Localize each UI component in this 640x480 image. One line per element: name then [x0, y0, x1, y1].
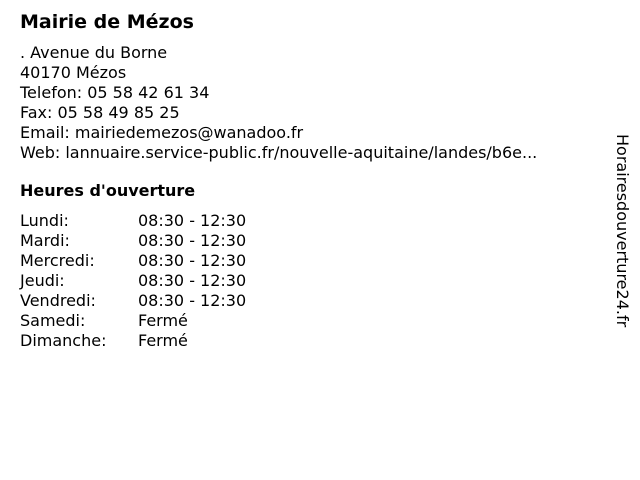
day-label: Mardi: — [20, 231, 70, 250]
email-line[interactable]: Email: mairiedemezos@wanadoo.fr — [20, 123, 304, 142]
day-label: Jeudi: — [20, 271, 65, 290]
hours-row-thursday — [20, 271, 600, 291]
day-label: Samedi: — [20, 311, 86, 330]
phone-line[interactable]: Telefon: 05 58 42 61 34 — [20, 83, 210, 102]
hours-table — [20, 211, 600, 351]
hours-row-monday — [20, 211, 600, 231]
hours-row-sunday — [20, 331, 600, 351]
time-value: Fermé — [138, 311, 188, 330]
address-city: 40170 Mézos — [20, 63, 127, 82]
time-value: 08:30 - 12:30 — [138, 231, 247, 250]
time-value: 08:30 - 12:30 — [138, 251, 247, 270]
day-label: Vendredi: — [20, 291, 96, 310]
hours-row-friday — [20, 291, 600, 311]
hours-row-wednesday — [20, 251, 600, 271]
address-street: . Avenue du Borne — [20, 43, 168, 62]
time-value: Fermé — [138, 331, 188, 350]
time-value: 08:30 - 12:30 — [138, 271, 247, 290]
day-label: Lundi: — [20, 211, 69, 230]
day-label: Dimanche: — [20, 331, 107, 350]
hours-row-saturday — [20, 311, 600, 331]
time-value: 08:30 - 12:30 — [138, 291, 247, 310]
brand-watermark[interactable]: Horairesdouverture24.fr — [613, 134, 632, 328]
hours-row-tuesday — [20, 231, 600, 251]
place-card — [20, 10, 600, 351]
web-link[interactable]: Web: lannuaire.service-public.fr/nouvelle-aquitaine/landes/b6e... — [20, 143, 538, 162]
place-title: Mairie de Mézos — [20, 11, 194, 33]
day-label: Mercredi: — [20, 251, 95, 270]
time-value: 08:30 - 12:30 — [138, 211, 247, 230]
hours-heading: Heures d'ouverture — [20, 181, 196, 200]
fax-line: Fax: 05 58 49 85 25 — [20, 103, 180, 122]
